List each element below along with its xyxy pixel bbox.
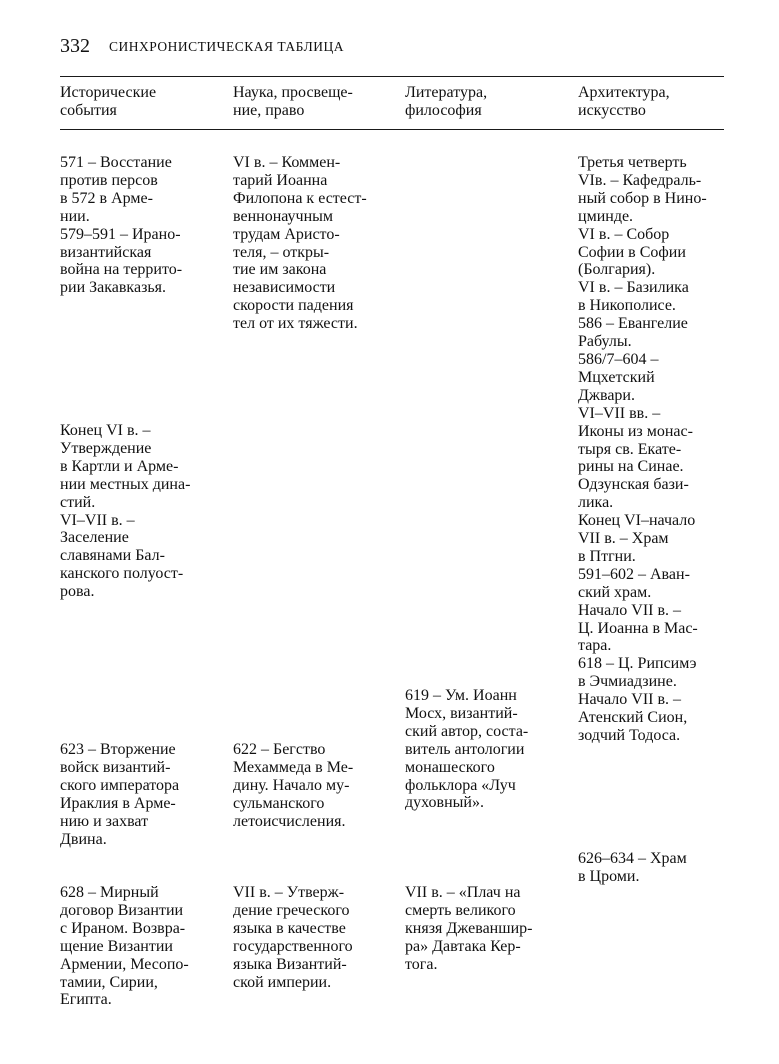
history-entry: 623 – Вторжение войск византий- ского императора Ираклия в Арме- нию и захват Двина.: [60, 741, 180, 848]
page-number: 332: [60, 35, 90, 57]
column-header-science: Наука, просвеще- ние, право: [233, 84, 353, 119]
architecture-entry: 626–634 – Храм в Цроми.: [578, 850, 687, 885]
running-head: СИНХРОНИСТИЧЕСКАЯ ТАБЛИЦА: [109, 39, 344, 54]
column-header-literature: Литература, философия: [405, 84, 488, 119]
architecture-entry: Третья четверть VIв. – Кафедраль- ный собор в Нино- цминде. VI в. – Собор Софии в Софии (Болгария). VI в. – Базилика в Никополисе. 586 – Евангелие Рабулы. 586/7–604 – Мцхетский Джвари. VI–VII вв. – Иконы из монас- тыря св. Екате- рины на Синае. Одзунская бази- лика. Конец VI–начало VII в. – Храм в Птгни. 591–602 – Аван- ский храм. Начало VII в. – Ц. Иоанна в Мас- тара. 618 – Ц. Рипсимэ в Эчмиадзине. Начало VII в. – Атенский Сион, зодчий Тодоса.: [578, 154, 707, 744]
history-entry: 628 – Мирный договор Византии с Ираном. Возвра- щение Византии Армении, Месопо- тамии, Сирии, Египта.: [60, 884, 189, 1009]
science-entry: VI в. – Коммен- тарий Иоанна Филопона к естест- веннонаучным трудам Аристо- теля, – откры- тие им закона независимости скорости падения тел от их тяжести.: [233, 154, 367, 333]
table-header-rule: [60, 129, 724, 130]
science-entry: VII в. – Утверж- дение греческого языка в качестве государственного языка Византий- ской империи.: [233, 884, 353, 991]
science-entry: 622 – Бегство Мехаммеда в Ме- дину. Начало му- сульманского летоисчисления.: [233, 741, 354, 830]
history-entry: Конец VI в. – Утверждение в Картли и Арме- нии местных дина- стий. VI–VII в. – Заселение славянами Бал- канского полуост- рова.: [60, 422, 191, 601]
history-entry: 571 – Восстание против персов в 572 в Арме- нии. 579–591 – Ирано- византийская война на террито- рии Закавказья.: [60, 154, 183, 297]
literature-entry: 619 – Ум. Иоанн Мосх, византий- ский автор, соста- витель антологии монашеского фольклора «Луч духовный».: [405, 687, 529, 812]
column-header-architecture: Архитектура, искусство: [578, 84, 670, 119]
table-top-rule: [60, 76, 724, 77]
column-header-historical-events: Исторические события: [60, 84, 157, 119]
literature-entry: VII в. – «Плач на смерть великого князя Джеваншир- ра» Давтака Кер- тога.: [405, 884, 533, 973]
